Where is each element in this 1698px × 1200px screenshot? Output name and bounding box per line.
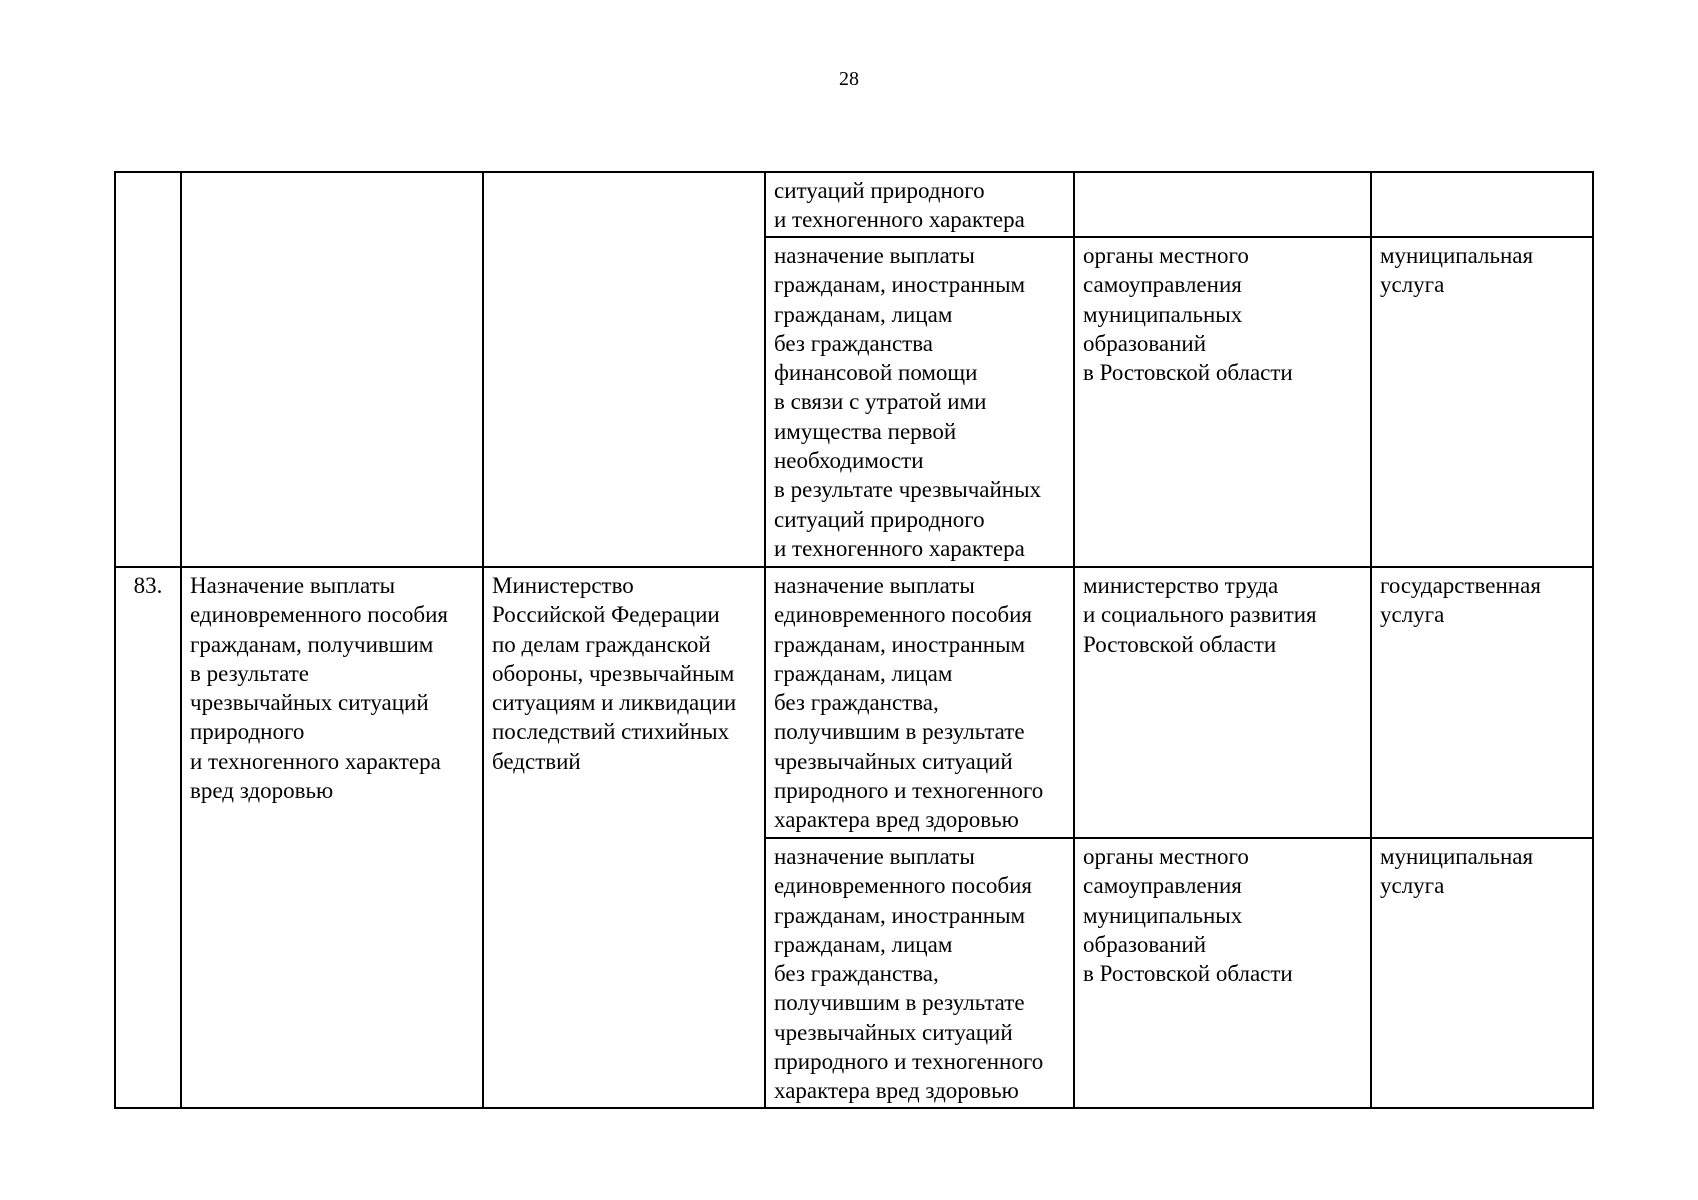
service-type-cell	[1371, 567, 1593, 838]
service-type-cell	[1371, 838, 1593, 1108]
service-type-text: муниципальная услуга	[1380, 844, 1534, 899]
service-cell	[181, 567, 483, 1108]
number-cell-empty	[115, 172, 181, 567]
provider-cell	[1074, 838, 1371, 1108]
provider-text: органы местного самоуправления муниципальных образований в Ростовской области	[1083, 243, 1293, 386]
activity-text: назначение выплаты единовременного пособия гражданам, иностранным гражданам, лицам без гражданства, получившим в результате чрезвычайных ситуаций природного и техногенного характера вред здоровью	[774, 844, 1044, 1104]
provider-cell	[1074, 237, 1371, 567]
service-type-text: государственная услуга	[1380, 573, 1541, 628]
agency-text: Министерство Российской Федерации по делам гражданской обороны, чрезвычайным ситуациям и ликвидации последствий стихийных бедствий	[492, 573, 737, 774]
services-table	[114, 171, 1594, 1109]
service-cell-empty	[181, 172, 483, 567]
activity-cell	[765, 838, 1074, 1108]
activity-cell	[765, 172, 1074, 237]
activity-text: ситуаций природного и техногенного характера	[774, 178, 1025, 233]
activity-cell	[765, 237, 1074, 567]
activity-cell	[765, 567, 1074, 838]
agency-cell-empty	[483, 172, 765, 567]
agency-cell	[483, 567, 765, 1108]
number-cell	[115, 567, 181, 1108]
service-type-cell	[1371, 237, 1593, 567]
provider-text: министерство труда и социального развития Ростовской области	[1083, 573, 1317, 657]
provider-cell-empty	[1074, 172, 1371, 237]
service-type-cell-empty	[1371, 172, 1593, 237]
table-row	[115, 567, 1593, 838]
provider-cell	[1074, 567, 1371, 838]
service-type-text: муниципальная услуга	[1380, 243, 1534, 298]
activity-text: назначение выплаты гражданам, иностранным гражданам, лицам без гражданства финансовой помощи в связи с утратой ими имущества первой необходимости в результате чрезвычайных ситуаций природного и техногенного характера	[774, 243, 1042, 561]
provider-text: органы местного самоуправления муниципальных образований в Ростовской области	[1083, 844, 1293, 987]
page-number: 28	[839, 68, 859, 90]
table-row	[115, 172, 1593, 237]
activity-text: назначение выплаты единовременного пособия гражданам, иностранным гражданам, лицам без гражданства, получившим в результате чрезвычайных ситуаций природного и техногенного характера вред здоровью	[774, 573, 1044, 833]
row-number: 83.	[133, 573, 163, 598]
service-text: Назначение выплаты единовременного пособия гражданам, получившим в результате чрезвычайных ситуаций природного и техногенного характера вред здоровью	[190, 573, 448, 804]
